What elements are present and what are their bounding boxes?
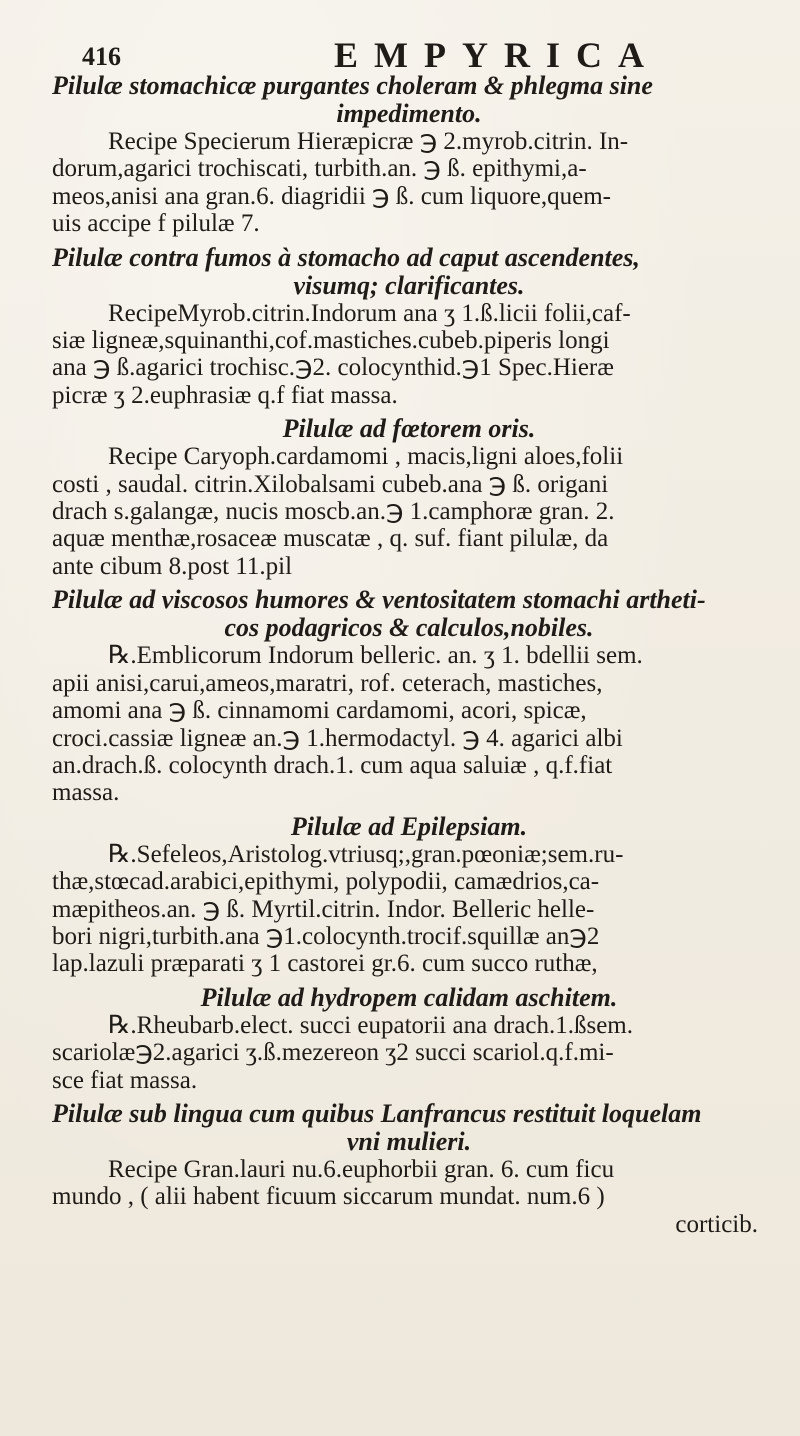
text-line: bori nigri,turbith.ana ℈1.colocynth.trocif.squillæ an℈2 — [52, 922, 600, 950]
recipe-heading-breath-pills — [52, 415, 766, 443]
heading-line: cos podagricos & calculos,nobiles. — [224, 613, 594, 643]
text-line: scariolæ℈2.agarici ʒ.ß.mezereon ʒ2 succi scariol.q.f.mi- — [52, 1039, 614, 1067]
text-line: meos,anisi ana gran.6. diagridii ℈ ß. cum liquore,quem- — [52, 182, 611, 210]
text-line: ana ℈ ß.agarici trochisc.℈2. colocynthid.℈1 Spec.Hieræ — [52, 354, 614, 382]
text-line: croci.cassiæ ligneæ an.℈ 1.hermodactyl. ℈ 4. agarici albi — [52, 724, 623, 752]
heading-line: impedimento. — [336, 99, 482, 128]
text-line: dorum,agarici trochiscati, turbith.an. ℈ ß. epithymi,a- — [52, 155, 587, 183]
text-line: an.drach.ß. colocynth drach.1. cum aqua saluiæ , q.f.fiat — [52, 751, 613, 779]
recipe-text — [52, 1156, 766, 1238]
text-line: ℞.Emblicorum Indorum belleric. an. ʒ 1. bdellii sem. — [108, 642, 643, 670]
heading-line: Pilulæ ad viscosos humores & ventositatem stomachi artheti- — [52, 585, 706, 615]
heading-line: Pilulæ ad Epilepsiam. — [290, 811, 528, 841]
text-line: picræ ʒ 2.euphrasiæ q.f fiat massa. — [52, 381, 398, 409]
catchword: corticib. — [675, 1210, 758, 1238]
recipe-heading-dropsy-pills — [52, 984, 766, 1012]
recipe-text — [52, 642, 766, 806]
text-line: uis accipe f pilulæ 7. — [52, 210, 260, 238]
recipe-heading-speech-pills — [52, 1100, 766, 1156]
heading-line: Pilulæ ad fœtorem oris. — [282, 414, 536, 444]
heading-line: Pilulæ contra fumos à stomacho ad caput ascendentes, — [52, 242, 640, 272]
running-head: EMPYRICA — [334, 35, 660, 75]
text-line: RecipeMyrob.citrin.Indorum ana ʒ 1.ß.licii folii,caf- — [108, 299, 631, 327]
recipe-text — [52, 1012, 766, 1094]
heading-line: Pilulæ stomachicæ purgantes choleram & phlegma sine — [52, 71, 653, 100]
text-line: aquæ menthæ,rosaceæ muscatæ , q. suf. fiant pilulæ, da — [52, 525, 609, 553]
text-line: mundo , ( alii habent ficuum siccarum mundat. num.6 ) — [52, 1183, 605, 1211]
text-line: ℞.Rheubarb.elect. succi eupatorii ana drach.1.ßsem. — [108, 1011, 633, 1039]
text-line: drach s.galangæ, nucis moscb.an.℈ 1.camphoræ gran. 2. — [52, 498, 615, 526]
recipe-heading-fumes-pills — [52, 244, 766, 300]
text-line: Recipe Caryoph.cardamomi , macis,ligni aloes,folii — [108, 443, 624, 471]
recipe-text — [52, 128, 766, 238]
page-content — [52, 72, 766, 1238]
recipe-heading-stomach-pills — [52, 72, 766, 128]
text-line: massa. — [52, 779, 120, 807]
page-number: 416 — [82, 42, 121, 71]
text-line: costi , saudal. citrin.Xilobalsami cubeb.ana ℈ ß. origani — [52, 470, 609, 498]
text-line: apii anisi,carui,ameos,maratri, rof. ceterach, mastiches, — [52, 669, 603, 697]
text-line: amomi ana ℈ ß. cinnamomi cardamomi, acori, spicæ, — [52, 697, 587, 725]
page-header — [52, 22, 766, 75]
heading-line: vni mulieri. — [346, 1126, 472, 1156]
heading-line: Pilulæ ad hydropem calidam aschitem. — [200, 982, 618, 1012]
text-line: mæpitheos.an. ℈ ß. Myrtil.citrin. Indor. Belleric helle- — [52, 895, 595, 923]
text-line: ante cibum 8.post 11.pil — [52, 552, 293, 580]
text-line: siæ ligneæ,squinanthi,cof.mastiches.cubeb.piperis longi — [52, 327, 610, 355]
text-line: ℞.Sefeleos,Aristolog.vtriusq;,gran.pœoniæ;sem.ru- — [108, 840, 624, 868]
recipe-text — [52, 443, 766, 580]
heading-line: Pilulæ sub lingua cum quibus Lanfrancus restituit loquelam — [52, 1098, 702, 1128]
text-line: thæ,stœcad.arabici,epithymi, polypodii, camædrios,ca- — [52, 868, 600, 896]
text-line: Recipe Specierum Hieræpicræ ℈ 2.myrob.citrin. In- — [108, 128, 629, 155]
text-line: lap.lazuli præparati ʒ 1 castorei gr.6. cum succo ruthæ, — [52, 950, 598, 978]
recipe-heading-humors-pills — [52, 586, 766, 642]
recipe-heading-epilepsy-pills — [52, 813, 766, 841]
text-line: Recipe Gran.lauri nu.6.euphorbii gran. 6. cum ficu — [108, 1155, 615, 1183]
text-line: sce fiat massa. — [52, 1066, 198, 1094]
recipe-text — [52, 841, 766, 978]
heading-line: visumq; clarificantes. — [293, 270, 525, 300]
recipe-text — [52, 300, 766, 410]
